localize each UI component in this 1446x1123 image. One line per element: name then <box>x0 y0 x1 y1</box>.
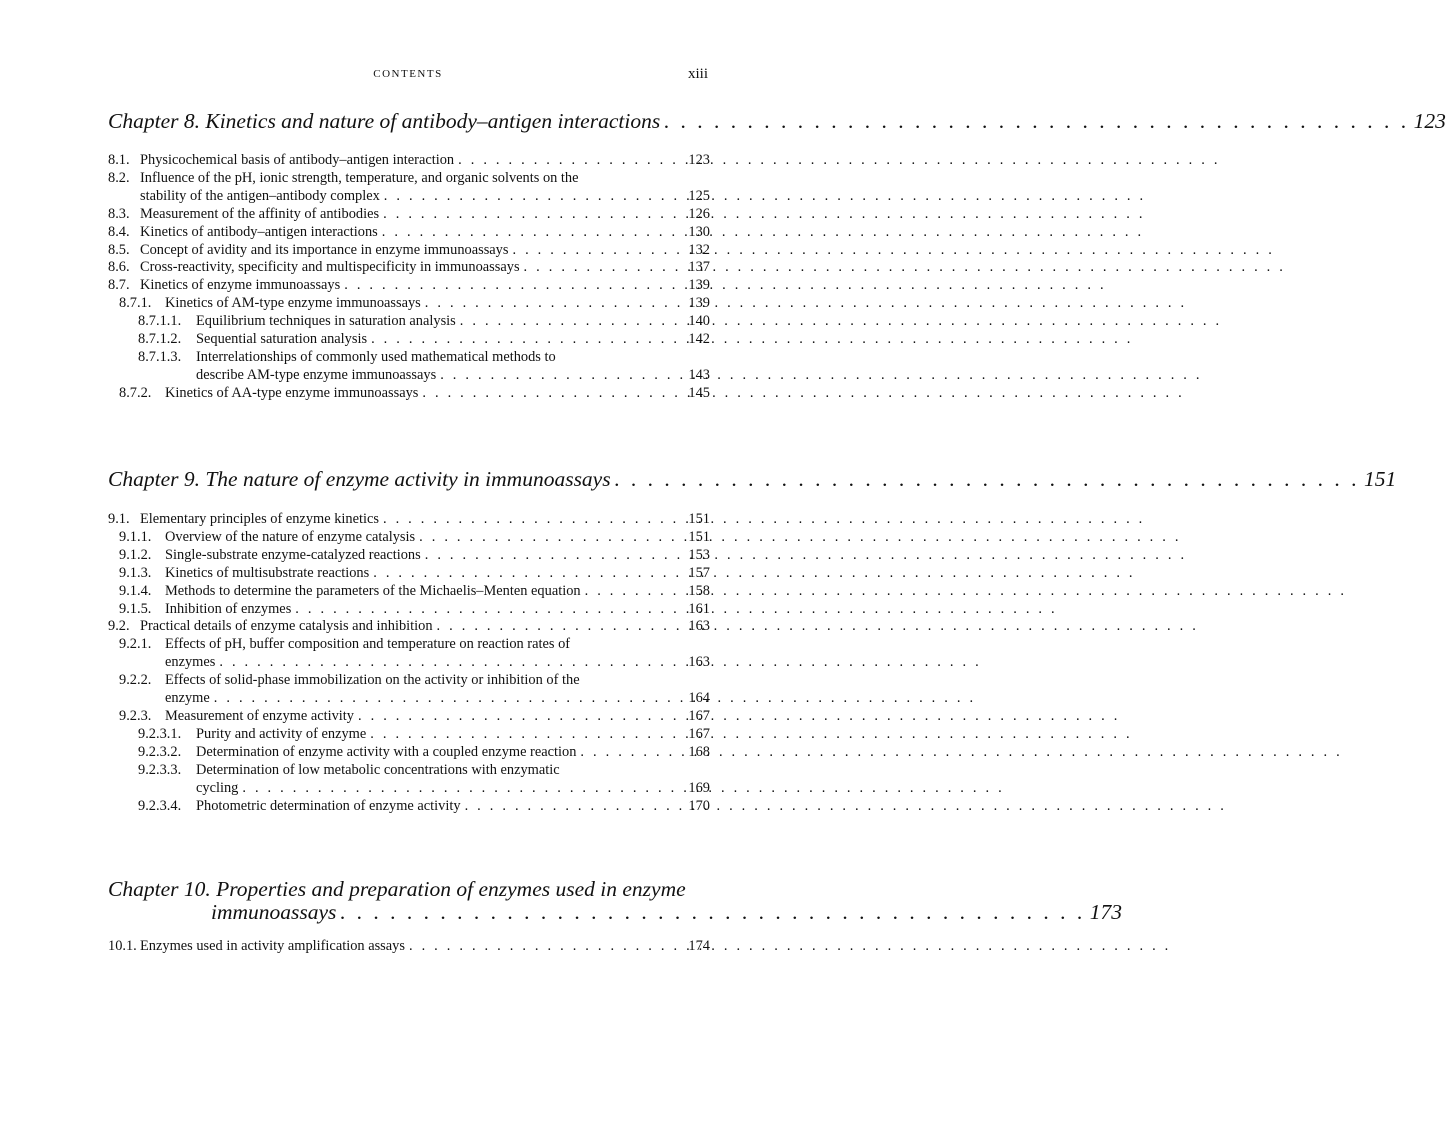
leader-dots <box>219 654 682 672</box>
leader-dots <box>437 618 682 636</box>
leader-dots <box>524 259 682 277</box>
chapter-page: 173 <box>1089 900 1123 924</box>
leader-dots <box>465 798 682 816</box>
leader-dots <box>382 224 682 242</box>
leader-dots <box>512 242 682 260</box>
leader-dots <box>340 901 1085 924</box>
leader-dots <box>214 690 682 708</box>
entry-page: 163 <box>688 654 710 671</box>
leader-dots <box>370 726 682 744</box>
entry-number: 8.4. <box>108 223 130 240</box>
leader-dots <box>458 152 682 170</box>
entry-number: 10.1. <box>108 938 137 954</box>
entry-label: Sequential saturation analysis <box>196 331 368 348</box>
chapter-title: Chapter 9. The nature of enzyme activity in immunoassays <box>108 467 611 491</box>
entry-label: Practical details of enzyme catalysis and inhibition <box>140 618 433 635</box>
entry-label: Inhibition of enzymes <box>165 600 292 617</box>
leader-dots <box>371 331 682 349</box>
entry-number: 9.1.1. <box>119 528 152 545</box>
entry-number: 8.7.1.2. <box>138 331 182 348</box>
leader-dots <box>419 529 682 547</box>
entry-page: 167 <box>688 707 710 724</box>
chapter-entries <box>108 152 710 403</box>
running-head <box>108 68 708 88</box>
toc-entry <box>108 938 710 956</box>
toc-entry <box>108 349 710 385</box>
toc-entry <box>108 331 710 349</box>
entry-label: Cross-reactivity, specificity and multispecificity in immunoassays <box>140 259 520 276</box>
toc-entry <box>108 242 710 260</box>
entry-page: 153 <box>688 546 710 563</box>
entry-label-cont: enzymes <box>165 654 216 671</box>
entry-page: 157 <box>688 564 710 581</box>
chapter-entries <box>108 511 710 815</box>
leader-dots <box>440 367 682 385</box>
leader-dots <box>460 313 682 331</box>
entry-label: Kinetics of enzyme immunoassays <box>140 277 341 294</box>
entry-label: Single-substrate enzyme-catalyzed reactions <box>165 546 421 563</box>
entry-number: 9.2.3.2. <box>138 743 182 760</box>
toc-entry <box>108 152 710 170</box>
entry-label: Overview of the nature of enzyme catalysis <box>165 528 416 545</box>
leader-dots <box>585 583 682 601</box>
toc-entry <box>108 385 710 403</box>
entry-number: 8.7. <box>108 277 130 294</box>
leader-dots <box>580 744 682 762</box>
entry-number: 9.1.2. <box>119 546 152 563</box>
entry-page: 158 <box>688 582 710 599</box>
entry-label-cont: cycling <box>196 779 239 796</box>
entry-number: 9.1.3. <box>119 564 152 581</box>
toc-entry <box>108 601 710 619</box>
entry-label: Effects of solid-phase immobilization on the activity or inhibition of the <box>165 672 580 689</box>
entry-label: Influence of the pH, ionic strength, temperature, and organic solvents on the <box>140 169 579 186</box>
entry-label: Enzymes used in activity amplification assays <box>140 938 405 954</box>
running-head-title: CONTENTS <box>373 68 443 80</box>
leader-dots <box>409 938 682 956</box>
entry-page: 137 <box>688 259 710 276</box>
entry-label: Kinetics of AM-type enzyme immunoassays <box>165 295 421 312</box>
entry-label: Equilibrium techniques in saturation analysis <box>196 313 456 330</box>
toc-entry <box>108 672 710 708</box>
leader-dots <box>373 565 682 583</box>
entry-number: 9.2.2. <box>119 672 152 689</box>
toc-entry <box>108 583 710 601</box>
leader-dots <box>344 277 682 295</box>
toc-entry <box>108 762 710 798</box>
entry-label: Physicochemical basis of antibody–antigen interaction <box>140 152 455 168</box>
entry-label: Kinetics of antibody–antigen interactions <box>140 223 378 240</box>
entry-label-cont: describe AM-type enzyme immunoassays <box>196 366 437 383</box>
chapter-title-cont: immunoassays <box>211 900 337 924</box>
entry-label: Measurement of the affinity of antibodies <box>140 205 380 222</box>
entry-label: Kinetics of AA-type enzyme immunoassays <box>165 384 419 401</box>
toc-entry <box>108 224 710 242</box>
entry-label: Interrelationships of commonly used mathematical methods to <box>196 348 556 365</box>
leader-dots <box>383 206 682 224</box>
leader-dots <box>358 708 682 726</box>
entry-label: Kinetics of multisubstrate reactions <box>165 564 370 581</box>
entry-label: Photometric determination of enzyme activity <box>196 797 461 814</box>
entry-number: 9.2.3. <box>119 707 152 724</box>
page-number: xiii <box>687 66 708 82</box>
leader-dots <box>664 110 1409 133</box>
entry-number: 9.2.3.3. <box>138 761 182 778</box>
toc-entry <box>108 798 710 816</box>
entry-number: 9.2.1. <box>119 636 152 653</box>
entry-number: 8.3. <box>108 205 130 222</box>
entry-number: 8.7.1.1. <box>138 313 182 330</box>
entry-number: 9.1.5. <box>119 600 152 617</box>
entry-page: 174 <box>688 938 710 954</box>
entry-number: 9.2.3.1. <box>138 725 182 742</box>
entry-page: 145 <box>688 384 710 401</box>
toc-entry <box>108 744 710 762</box>
entry-label-cont: stability of the antigen–antibody complex <box>140 187 380 204</box>
leader-dots <box>242 780 682 798</box>
toc-entry <box>108 277 710 295</box>
entry-page: 125 <box>688 187 710 204</box>
entry-page: 168 <box>688 743 710 760</box>
entry-page: 132 <box>688 241 710 258</box>
entry-number: 8.1. <box>108 152 130 168</box>
leader-dots <box>384 188 682 206</box>
entry-label: Concept of avidity and its importance in enzyme immunoassays <box>140 241 509 258</box>
entry-page: 151 <box>688 511 710 527</box>
entry-number: 9.1. <box>108 511 130 527</box>
entry-page: 169 <box>688 779 710 796</box>
entry-page: 139 <box>688 295 710 312</box>
entry-label-cont: enzyme <box>165 690 210 707</box>
leader-dots <box>615 468 1360 491</box>
entry-number: 9.2.3.4. <box>138 797 182 814</box>
toc-entry <box>108 547 710 565</box>
chapter-title: Chapter 8. Kinetics and nature of antibody–antigen interactions <box>108 109 661 133</box>
entry-number: 8.7.2. <box>119 384 152 401</box>
entry-label: Effects of pH, buffer composition and temperature on reaction rates of <box>165 636 571 653</box>
entry-page: 140 <box>688 313 710 330</box>
entry-label: Methods to determine the parameters of the Michaelis–Menten equation <box>165 582 581 599</box>
entry-page: 170 <box>688 797 710 814</box>
entry-label: Elementary principles of enzyme kinetics <box>140 511 379 527</box>
toc-entry <box>108 565 710 583</box>
entry-number: 8.7.1.3. <box>138 348 182 365</box>
entry-page: 167 <box>688 725 710 742</box>
leader-dots <box>425 295 682 313</box>
chapter-title: Chapter 10. Properties and preparation of enzymes used in enzyme <box>108 877 686 901</box>
toc-entry <box>108 618 710 636</box>
leader-dots <box>425 547 682 565</box>
leader-dots <box>295 601 682 619</box>
chapter-heading <box>108 109 1446 133</box>
toc-entry <box>108 726 710 744</box>
entry-label: Determination of enzyme activity with a coupled enzyme reaction <box>196 743 577 760</box>
entry-label: Determination of low metabolic concentrations with enzymatic <box>196 761 560 778</box>
entry-page: 163 <box>688 618 710 635</box>
entry-label: Measurement of enzyme activity <box>165 707 355 724</box>
leader-dots <box>383 511 682 529</box>
chapter-page: 123 <box>1413 109 1446 133</box>
toc-entry <box>108 295 710 313</box>
entry-number: 8.6. <box>108 259 130 276</box>
toc-entry <box>108 636 710 672</box>
toc-entry <box>108 259 710 277</box>
toc-entry <box>108 529 710 547</box>
toc-entry <box>108 313 710 331</box>
entry-number: 9.1.4. <box>119 582 152 599</box>
chapter-entries <box>108 938 710 956</box>
chapter-heading <box>108 877 1123 924</box>
entry-label: Purity and activity of enzyme <box>196 725 367 742</box>
entry-number: 9.2. <box>108 618 130 635</box>
entry-page: 123 <box>688 152 710 168</box>
entry-number: 8.7.1. <box>119 295 152 312</box>
toc-entry <box>108 511 710 529</box>
entry-number: 8.2. <box>108 169 130 186</box>
entry-page: 164 <box>688 690 710 707</box>
toc-entry <box>108 170 710 206</box>
entry-page: 151 <box>688 528 710 545</box>
toc-entry <box>108 708 710 726</box>
entry-page: 130 <box>688 223 710 240</box>
leader-dots <box>422 385 682 403</box>
entry-number: 8.5. <box>108 241 130 258</box>
entry-page: 161 <box>688 600 710 617</box>
entry-page: 143 <box>688 366 710 383</box>
entry-page: 142 <box>688 331 710 348</box>
chapter-heading <box>108 467 1397 491</box>
entry-page: 126 <box>688 205 710 222</box>
entry-page: 139 <box>688 277 710 294</box>
chapter-page: 151 <box>1363 467 1397 491</box>
toc-entry <box>108 206 710 224</box>
